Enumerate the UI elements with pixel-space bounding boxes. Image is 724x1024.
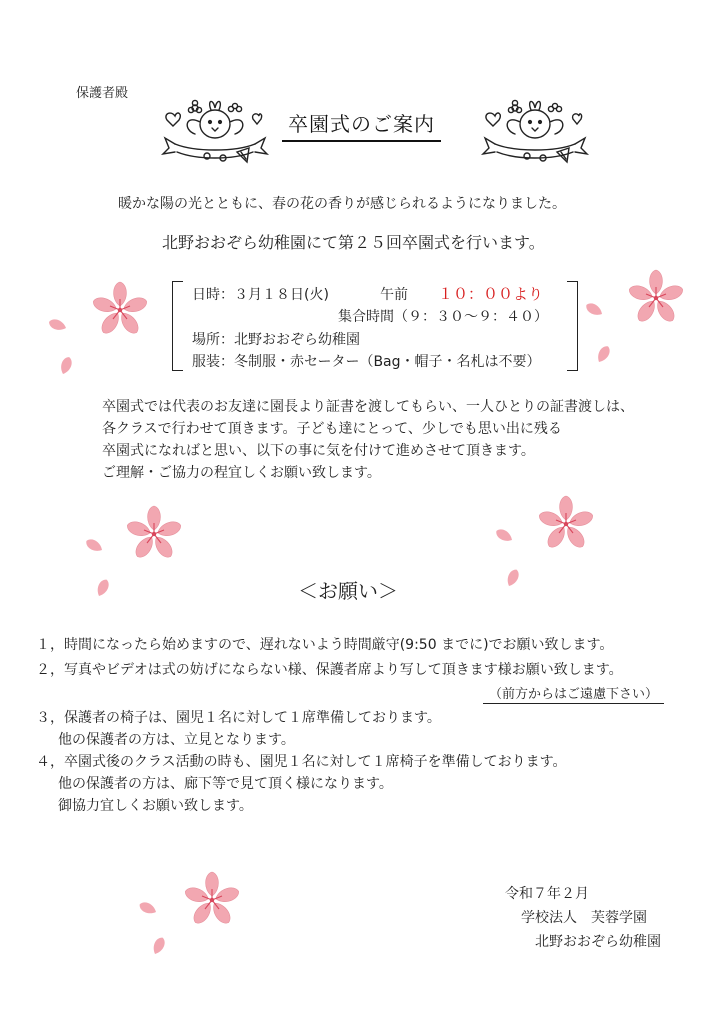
sakura-blossom-icon — [122, 502, 186, 566]
addressee: 保護者殿 — [76, 86, 129, 101]
sakura-petal-icon — [142, 932, 168, 960]
page-title: 卒園式のご案内 — [282, 108, 441, 142]
sakura-petal-icon — [502, 520, 522, 542]
request-item-4: ４，卒園式後のクラス活動の時も、園児１名に対して１席椅子を準備しております。 — [36, 754, 567, 770]
request-item-3-sub: 他の保護者の方は、立見となります。 — [58, 732, 295, 748]
request-item-2-note: （前方からはご遠慮下さい） — [483, 683, 664, 704]
bird-ribbon-icon — [475, 92, 595, 164]
sakura-petal-icon — [86, 574, 112, 602]
sakura-blossom-icon — [624, 266, 688, 330]
body-line-1: 卒園式では代表のお友達に園長より証書を渡してもらい、一人ひとりの証書渡しは、 — [102, 399, 634, 415]
request-item-4-sub-1: 他の保護者の方は、廊下等で見て頂く様になります。 — [58, 776, 393, 792]
sakura-petal-icon — [146, 892, 166, 914]
body-line-2: 各クラスで行わせて頂きます。子ども達にとって、少しでも思い出に残る — [102, 421, 562, 437]
detail-period: 午前 — [380, 287, 408, 303]
intro-line-1: 暖かな陽の光とともに、春の花の香りが感じられるようになりました。 — [118, 196, 566, 212]
request-item-3: ３，保護者の椅子は、園児１名に対して１席準備しております。 — [36, 710, 441, 726]
sakura-petal-icon — [92, 530, 112, 552]
requests-heading: ＜お願い＞ — [298, 579, 398, 603]
sakura-petal-icon — [586, 340, 612, 368]
sakura-petal-icon — [592, 294, 612, 316]
request-item-1: １，時間になったら始めますので、遅れないよう時間厳守(9:50 までに)でお願い致します。 — [36, 637, 614, 653]
sakura-blossom-icon — [534, 492, 598, 556]
detail-dress: 服装：冬制服・赤セーター（Bag・帽子・名札は不要） — [192, 354, 541, 370]
body-line-3: 卒園式になればと思い、以下の事に気を付けて進めさせて頂きます。 — [102, 443, 535, 459]
bird-ribbon-icon — [155, 92, 275, 164]
sakura-petal-icon — [56, 308, 76, 330]
footer-date: 令和７年２月 — [505, 886, 589, 902]
footer-school: 北野おおぞら幼稚園 — [535, 934, 661, 950]
request-item-2: ２，写真やビデオは式の妨げにならない様、保護者席より写して頂きます様お願い致します。 — [36, 662, 623, 678]
sakura-petal-icon — [50, 352, 76, 380]
detail-date: 日時：３月１８日(火) — [192, 287, 329, 303]
sakura-petal-icon — [496, 564, 522, 592]
body-line-4: ご理解・ご協力の程宜しくお願い致します。 — [102, 465, 381, 481]
details-bracket-right — [567, 281, 578, 371]
footer-corp: 学校法人 芙蓉学園 — [521, 910, 647, 926]
sakura-blossom-icon — [180, 868, 244, 932]
sakura-blossom-icon — [88, 278, 152, 342]
detail-gather: 集合時間（９：３０〜９：４０） — [338, 309, 548, 325]
details-bracket-left — [172, 281, 183, 371]
request-item-4-sub-2: 御協力宜しくお願い致します。 — [58, 798, 253, 814]
detail-time: １０：００より — [438, 285, 544, 303]
intro-line-2: 北野おおぞら幼稚園にて第２５回卒園式を行います。 — [162, 233, 545, 252]
detail-place: 場所：北野おおぞら幼稚園 — [192, 332, 360, 348]
